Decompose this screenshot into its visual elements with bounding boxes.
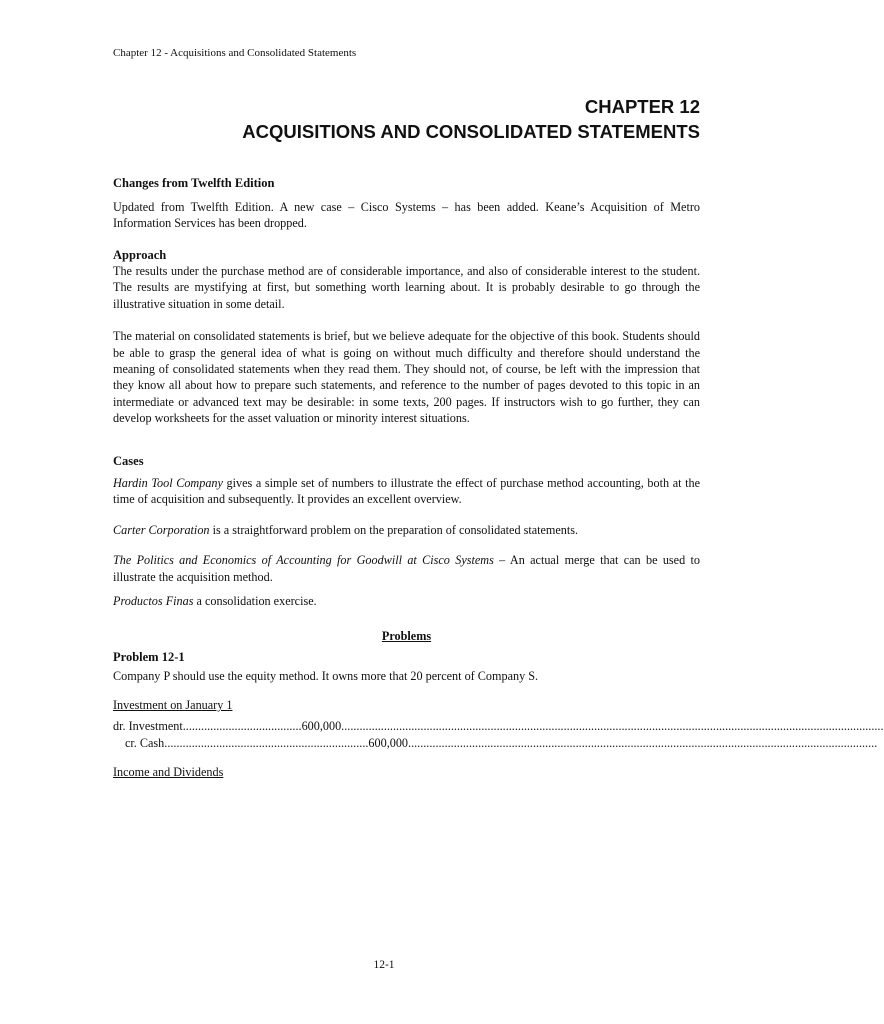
investment-heading: Investment on January 1 [113, 698, 233, 713]
approach-paragraph-1: The results under the purchase method are of considerable importance, and also of considerable interest to the student. The results are mystifying at first, but something worth learning about. It is probably desirable to go through the illustrative situation in some detail. [113, 264, 700, 311]
approach-heading: Approach [113, 248, 167, 262]
entry-label: dr. Investment [113, 719, 183, 733]
case-name: The Politics and Economics of Accounting for Goodwill at Cisco Systems [113, 553, 494, 568]
leader-dots: .......................................................................................................................................................... [408, 736, 878, 750]
cases-section [113, 454, 700, 609]
case-name: Hardin Tool Company [113, 476, 223, 490]
journal-entry-credit [113, 735, 878, 751]
entry-amount: 600,000 [301, 719, 342, 733]
running-head: Chapter 12 - Acquisitions and Consolidated Statements [113, 47, 357, 59]
case-description: is a straightforward problem on the preparation of consolidated statements. [209, 522, 579, 537]
chapter-number: CHAPTER 12 [584, 96, 700, 117]
changes-heading: Changes from Twelfth Edition [113, 176, 275, 190]
problem-statement: Company P should use the equity method. It owns more that 20 percent of Company S. [113, 669, 539, 683]
leader-dots: ................................................................... [164, 736, 369, 750]
case-item [113, 475, 700, 508]
chapter-subtitle: ACQUISITIONS AND CONSOLIDATED STATEMENTS [242, 121, 700, 142]
case-name: Productos Finas [113, 594, 194, 609]
problems-heading: Problems [381, 629, 432, 643]
approach-paragraph-2: The material on consolidated statements is brief, but we believe adequate for the objective of this book. Students should be able to grasp the general idea of what is going on without much difficulty and therefore should understand the meaning of consolidated statements when they read them. They should not, of course, be left with the impression that they know all about how to prepare such statements, and reference to the number of pages devoted to this topic in an intermediate or advanced text may be desirable: in some texts, 200 pages. If instructors wish to go further, they can develop worksheets for the asset valuation or minority interest situations. [113, 329, 700, 426]
case-description: a consolidation exercise. [193, 594, 317, 609]
case-item [113, 552, 700, 585]
income-heading: Income and Dividends [113, 765, 224, 779]
case-name: Carter Corporation [113, 522, 210, 537]
cases-heading: Cases [113, 454, 144, 468]
leader-dots: ....................................... [182, 719, 302, 733]
entry-label: cr. Cash [125, 736, 165, 750]
page-number: 12-1 [373, 959, 395, 971]
approach-section [113, 248, 700, 427]
case-item [113, 593, 700, 609]
problem-title: Problem 12-1 [113, 650, 185, 664]
case-item [113, 522, 700, 538]
changes-text: Updated from Twelfth Edition. A new case – Cisco Systems – has been added. Keane’s Acquisition of Metro Information Services has been dropped. [113, 200, 700, 231]
case-description: – An actual merge that can be used to illustrate the acquisition method. [113, 553, 700, 584]
changes-section [113, 176, 700, 232]
entry-amount: 600,000 [368, 736, 409, 750]
journal-entry-debit [113, 718, 884, 734]
case-description: gives a simple set of numbers to illustrate the effect of purchase method accounting, both at the time of acquisition and subsequently. It provides an excellent overview. [113, 476, 700, 507]
problems-section [113, 629, 700, 713]
leader-dots: .................................................................................................................................................................................. [341, 719, 884, 733]
chapter-title-block [242, 94, 700, 144]
